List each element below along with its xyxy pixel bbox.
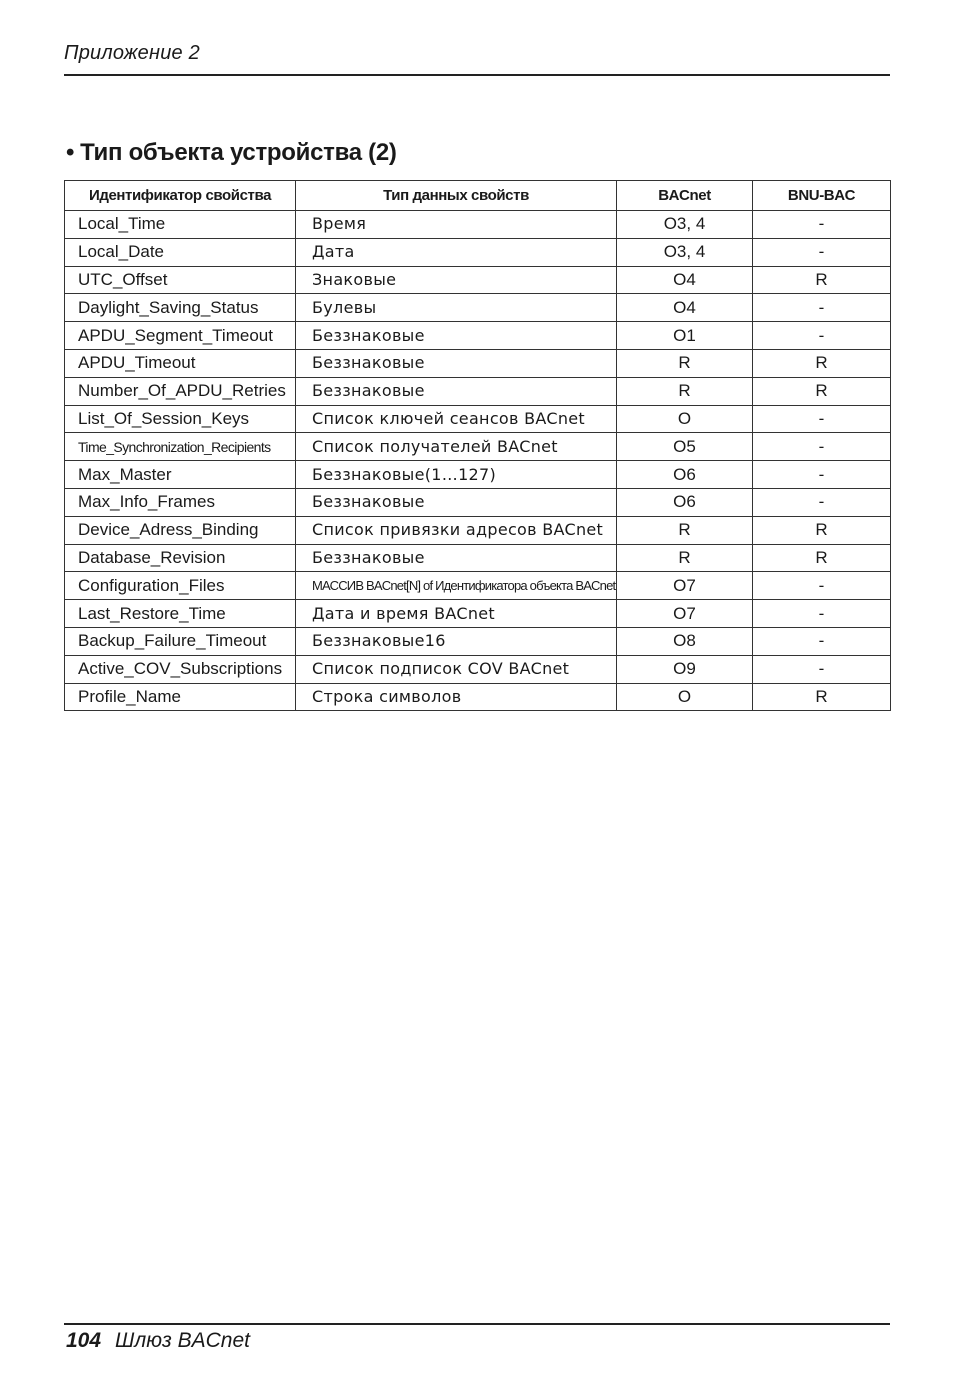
bacnet-cell: O5 [617,433,753,461]
property-id-cell: APDU_Timeout [65,349,296,377]
data-type-cell: Беззнаковые [296,544,617,572]
table-row [65,322,891,350]
column-header-bnu-bac: BNU-BAC [753,181,891,211]
table-row [65,655,891,683]
bacnet-cell: O4 [617,266,753,294]
bnu-bac-cell: R [753,377,891,405]
property-id-cell: Max_Info_Frames [65,488,296,516]
data-type-cell: Беззнаковые [296,377,617,405]
bacnet-cell: R [617,377,753,405]
bnu-bac-cell: - [753,488,891,516]
page-footer [66,1329,250,1353]
title-bullet: • [66,139,75,166]
footer-divider [64,1323,890,1325]
bacnet-cell: O6 [617,488,753,516]
page-number: 104 [66,1329,102,1352]
device-object-properties-table [64,180,891,711]
bnu-bac-cell: - [753,322,891,350]
bnu-bac-cell: - [753,627,891,655]
bnu-bac-cell: R [753,266,891,294]
header-divider [64,74,890,76]
bacnet-cell: O3, 4 [617,211,753,239]
table-body [65,211,891,711]
bnu-bac-cell: R [753,683,891,711]
column-header-bacnet: BACnet [617,181,753,211]
property-id-cell: APDU_Segment_Timeout [65,322,296,350]
property-id-cell: Device_Adress_Binding [65,516,296,544]
data-type-cell: МАССИВ BACnet[N] of Идентификатора объекта BACnet [296,572,617,600]
property-id-cell: Profile_Name [65,683,296,711]
bacnet-cell: O8 [617,627,753,655]
bacnet-cell: O [617,405,753,433]
column-header-data-type: Тип данных свойств [296,181,617,211]
bnu-bac-cell: - [753,655,891,683]
data-type-cell: Дата и время BACnet [296,600,617,628]
bacnet-cell: O [617,683,753,711]
table-row [65,405,891,433]
data-type-cell: Список получателей BACnet [296,433,617,461]
bacnet-cell: O3, 4 [617,238,753,266]
table-row [65,572,891,600]
bnu-bac-cell: - [753,461,891,489]
bacnet-cell: O1 [617,322,753,350]
bnu-bac-cell: - [753,572,891,600]
bacnet-cell: R [617,349,753,377]
bnu-bac-cell: - [753,405,891,433]
property-id-cell: Active_COV_Subscriptions [65,655,296,683]
data-type-cell: Булевы [296,294,617,322]
table-row [65,600,891,628]
data-type-cell: Время [296,211,617,239]
section-title [66,139,397,167]
property-id-cell: Backup_Failure_Timeout [65,627,296,655]
bacnet-cell: O6 [617,461,753,489]
table-row [65,377,891,405]
running-header: Приложение 2 [64,42,200,64]
data-type-cell: Дата [296,238,617,266]
bacnet-cell: R [617,544,753,572]
data-type-cell: Список ключей сеансов BACnet [296,405,617,433]
bnu-bac-cell: - [753,238,891,266]
table-row [65,294,891,322]
property-id-cell: Time_Synchronization_Recipients [65,433,296,461]
bnu-bac-cell: - [753,433,891,461]
table-row [65,488,891,516]
data-type-cell: Беззнаковые [296,349,617,377]
data-type-cell: Список подписок COV BACnet [296,655,617,683]
bnu-bac-cell: - [753,600,891,628]
bnu-bac-cell: - [753,294,891,322]
bnu-bac-cell: R [753,544,891,572]
table-header-row [65,181,891,211]
table-row [65,433,891,461]
footer-product-name: Шлюз BACnet [115,1329,250,1352]
data-type-cell: Знаковые [296,266,617,294]
property-id-cell: Configuration_Files [65,572,296,600]
bacnet-cell: O4 [617,294,753,322]
table-row [65,627,891,655]
table-row [65,238,891,266]
data-type-cell: Беззнаковые [296,322,617,350]
bnu-bac-cell: R [753,349,891,377]
data-type-cell: Беззнаковые(1…127) [296,461,617,489]
property-id-cell: Number_Of_APDU_Retries [65,377,296,405]
bnu-bac-cell: R [753,516,891,544]
bacnet-cell: O9 [617,655,753,683]
property-id-cell: UTC_Offset [65,266,296,294]
column-header-property-id: Идентификатор свойства [65,181,296,211]
property-id-cell: Daylight_Saving_Status [65,294,296,322]
data-type-cell: Беззнаковые16 [296,627,617,655]
bnu-bac-cell: - [753,211,891,239]
property-id-cell: Max_Master [65,461,296,489]
data-type-cell: Беззнаковые [296,488,617,516]
table-row [65,349,891,377]
table-row [65,516,891,544]
section-title-text: Тип объекта устройства (2) [80,139,397,166]
bacnet-cell: O7 [617,600,753,628]
property-id-cell: List_Of_Session_Keys [65,405,296,433]
table-row [65,683,891,711]
property-id-cell: Last_Restore_Time [65,600,296,628]
bacnet-cell: O7 [617,572,753,600]
data-type-cell: Список привязки адресов BACnet [296,516,617,544]
table-row [65,544,891,572]
table-row [65,211,891,239]
bacnet-cell: R [617,516,753,544]
property-id-cell: Local_Time [65,211,296,239]
property-id-cell: Local_Date [65,238,296,266]
data-type-cell: Строка символов [296,683,617,711]
property-id-cell: Database_Revision [65,544,296,572]
table-row [65,461,891,489]
table-row [65,266,891,294]
